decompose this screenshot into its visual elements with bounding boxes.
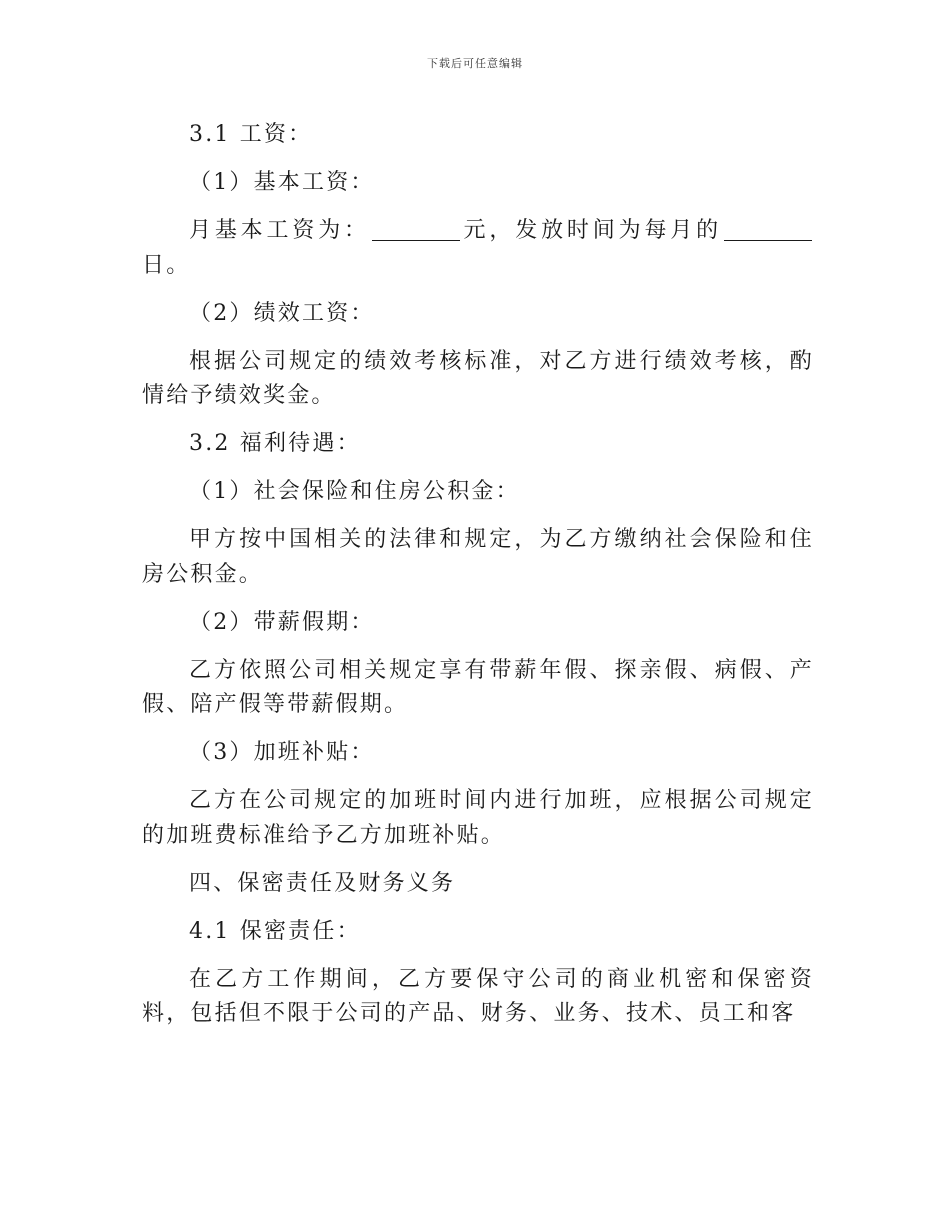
page-header: 下载后可任意编辑 <box>427 57 523 70</box>
basic-salary-heading: （1）基本工资： <box>189 170 375 195</box>
section-4-heading: 四、保密责任及财务义务 <box>189 870 456 896</box>
social-insurance-heading: （1）社会保险和住房公积金： <box>189 479 520 504</box>
section-4-1-heading: 4.1 保密责任： <box>189 918 361 944</box>
overtime-paragraph: 乙方在公司规定的加班时间内进行加班，应根据公司规定的加班费标准给予乙方加班补贴。 <box>142 788 814 848</box>
salary-amount-blank[interactable] <box>372 218 460 241</box>
section-3-2-heading: 3.2 福利待遇： <box>189 431 361 456</box>
paid-leave-heading: （2）带薪假期： <box>189 609 375 635</box>
basic-salary-paragraph <box>142 214 814 283</box>
overtime-heading: （3）加班补贴： <box>189 740 375 765</box>
basic-salary-text-b: 元，发放时间为每月的 <box>461 218 722 243</box>
social-insurance-paragraph: 甲方按中国相关的法律和规定，为乙方缴纳社会保险和住房公积金。 <box>142 527 814 587</box>
section-3-1-heading: 3.1 工资： <box>189 122 313 147</box>
basic-salary-text-c: 日。 <box>142 252 191 278</box>
confidentiality-paragraph: 在乙方工作期间，乙方要保守公司的商业机密和保密资料，包括但不限于公司的产品、财务、业务、技术、员工和客 <box>142 966 814 1026</box>
basic-salary-text-a: 月基本工资为： <box>189 218 370 243</box>
pay-day-blank[interactable] <box>724 218 812 241</box>
document-body <box>142 118 814 1045</box>
paid-leave-paragraph: 乙方依照公司相关规定享有带薪年假、探亲假、病假、产假、陪产假等带薪假期。 <box>142 657 814 717</box>
performance-salary-heading: （2）绩效工资： <box>189 300 375 326</box>
performance-salary-paragraph: 根据公司规定的绩效考核标准，对乙方进行绩效考核，酌情给予绩效奖金。 <box>142 348 814 408</box>
